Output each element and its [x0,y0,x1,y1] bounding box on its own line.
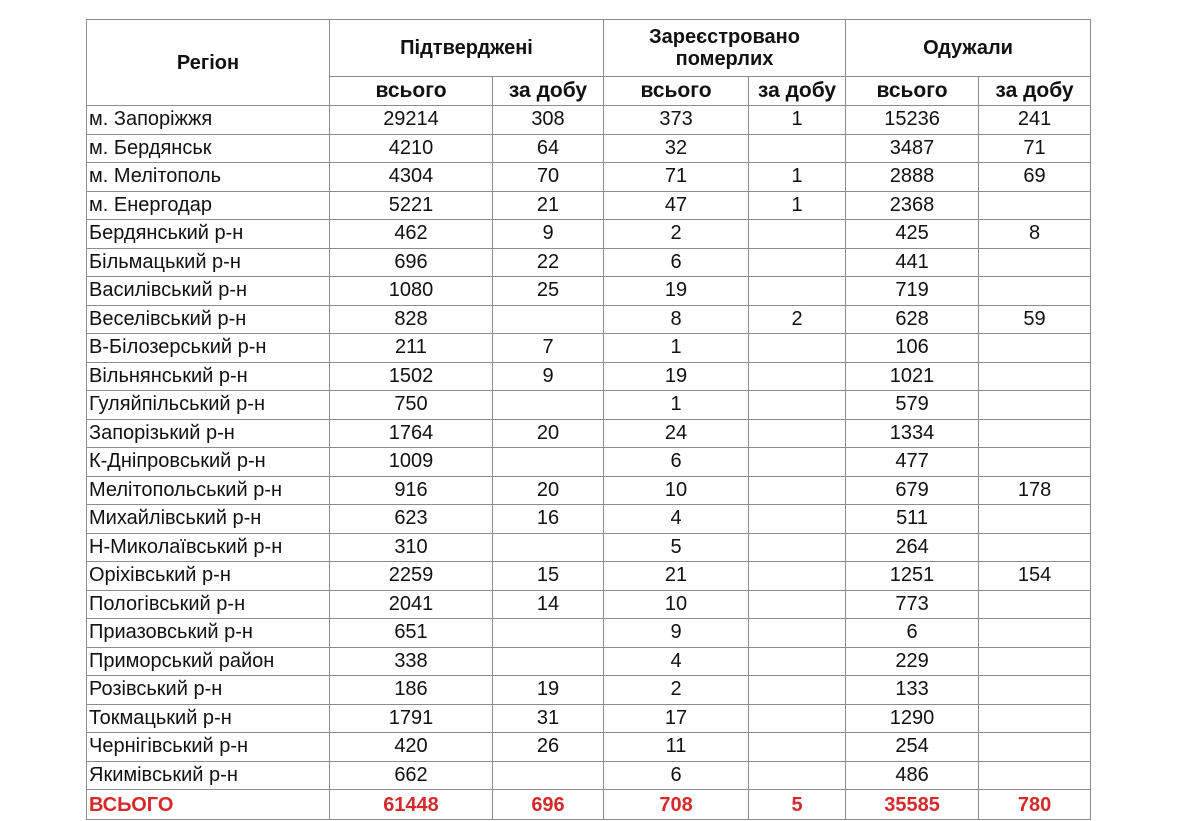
region-cell: К-Дніпровський р-н [87,448,330,477]
totals-recovered-per-day: 780 [979,790,1091,820]
deaths-total-cell: 19 [604,277,749,306]
confirmed-per-day-cell [493,305,604,334]
recovered-per-day-cell: 71 [979,134,1091,163]
confirmed-per-day-cell: 25 [493,277,604,306]
confirmed-total-cell: 2041 [330,590,493,619]
deaths-per-day-cell [749,248,846,277]
confirmed-per-day-cell: 21 [493,191,604,220]
deaths-total-cell: 19 [604,362,749,391]
deaths-per-day-cell [749,476,846,505]
confirmed-per-day-cell: 308 [493,106,604,135]
recovered-per-day-cell: 69 [979,163,1091,192]
confirmed-per-day-cell: 7 [493,334,604,363]
deaths-total-cell: 1 [604,391,749,420]
confirmed-total-cell: 310 [330,533,493,562]
totals-confirmed-per-day: 696 [493,790,604,820]
table-row [87,134,1091,163]
region-cell: м. Бердянськ [87,134,330,163]
recovered-total-cell: 719 [846,277,979,306]
deaths-total-cell: 6 [604,761,749,790]
recovered-total-cell: 486 [846,761,979,790]
recovered-total-cell: 15236 [846,106,979,135]
deaths-per-day-cell [749,761,846,790]
recovered-per-day-cell [979,277,1091,306]
header-region: Регіон [87,20,330,106]
recovered-total-cell: 579 [846,391,979,420]
recovered-per-day-cell [979,619,1091,648]
confirmed-total-cell: 1502 [330,362,493,391]
table-row [87,220,1091,249]
recovered-per-day-cell [979,248,1091,277]
recovered-total-cell: 1251 [846,562,979,591]
deaths-per-day-cell [749,562,846,591]
deaths-total-cell: 8 [604,305,749,334]
recovered-per-day-cell [979,191,1091,220]
deaths-total-cell: 2 [604,676,749,705]
header-deaths [604,20,846,77]
deaths-total-cell: 4 [604,505,749,534]
table-row [87,106,1091,135]
confirmed-total-cell: 651 [330,619,493,648]
recovered-total-cell: 511 [846,505,979,534]
confirmed-total-cell: 29214 [330,106,493,135]
header-deaths-total: всього [604,77,749,106]
deaths-total-cell: 6 [604,248,749,277]
confirmed-total-cell: 828 [330,305,493,334]
region-cell: Пологівський р-н [87,590,330,619]
table-row [87,647,1091,676]
totals-confirmed-total: 61448 [330,790,493,820]
recovered-per-day-cell: 154 [979,562,1091,591]
deaths-total-cell: 24 [604,419,749,448]
recovered-total-cell: 2888 [846,163,979,192]
recovered-total-cell: 106 [846,334,979,363]
region-cell: м. Енергодар [87,191,330,220]
confirmed-total-cell: 4304 [330,163,493,192]
recovered-total-cell: 1021 [846,362,979,391]
deaths-total-cell: 9 [604,619,749,648]
deaths-per-day-cell: 1 [749,106,846,135]
region-cell: м. Запоріжжя [87,106,330,135]
confirmed-per-day-cell: 14 [493,590,604,619]
confirmed-total-cell: 1080 [330,277,493,306]
deaths-per-day-cell [749,533,846,562]
table-row [87,305,1091,334]
deaths-per-day-cell [749,419,846,448]
confirmed-per-day-cell: 22 [493,248,604,277]
recovered-per-day-cell [979,704,1091,733]
deaths-per-day-cell [749,590,846,619]
recovered-per-day-cell [979,647,1091,676]
recovered-total-cell: 229 [846,647,979,676]
table-row [87,761,1091,790]
region-cell: Приазовський р-н [87,619,330,648]
confirmed-per-day-cell [493,448,604,477]
deaths-total-cell: 373 [604,106,749,135]
region-cell: Веселівський р-н [87,305,330,334]
deaths-total-cell: 10 [604,476,749,505]
table-row [87,448,1091,477]
table-row [87,476,1091,505]
recovered-per-day-cell [979,505,1091,534]
confirmed-total-cell: 750 [330,391,493,420]
deaths-total-cell: 2 [604,220,749,249]
confirmed-total-cell: 211 [330,334,493,363]
table-row [87,619,1091,648]
header-deaths-label: Зареєстровано померлих [649,26,800,70]
deaths-per-day-cell [749,277,846,306]
recovered-per-day-cell [979,419,1091,448]
recovered-total-cell: 254 [846,733,979,762]
confirmed-per-day-cell: 16 [493,505,604,534]
table-body [87,106,1091,790]
confirmed-total-cell: 916 [330,476,493,505]
table-row [87,277,1091,306]
recovered-per-day-cell [979,676,1091,705]
recovered-per-day-cell: 241 [979,106,1091,135]
deaths-total-cell: 21 [604,562,749,591]
deaths-per-day-cell [749,505,846,534]
recovered-total-cell: 441 [846,248,979,277]
recovered-per-day-cell [979,590,1091,619]
confirmed-per-day-cell [493,533,604,562]
deaths-total-cell: 17 [604,704,749,733]
table-row [87,334,1091,363]
confirmed-total-cell: 1764 [330,419,493,448]
recovered-total-cell: 477 [846,448,979,477]
confirmed-per-day-cell [493,619,604,648]
header-recovered-total: всього [846,77,979,106]
recovered-total-cell: 773 [846,590,979,619]
table-row [87,590,1091,619]
totals-deaths-per-day: 5 [749,790,846,820]
recovered-total-cell: 679 [846,476,979,505]
totals-row [87,790,1091,820]
deaths-total-cell: 1 [604,334,749,363]
table-row [87,191,1091,220]
table-row [87,163,1091,192]
deaths-total-cell: 5 [604,533,749,562]
confirmed-per-day-cell [493,391,604,420]
recovered-per-day-cell [979,733,1091,762]
deaths-per-day-cell [749,676,846,705]
recovered-total-cell: 264 [846,533,979,562]
recovered-per-day-cell: 59 [979,305,1091,334]
recovered-total-cell: 1290 [846,704,979,733]
table-row [87,419,1091,448]
region-cell: Василівський р-н [87,277,330,306]
header-confirmed-total: всього [330,77,493,106]
confirmed-per-day-cell [493,761,604,790]
table-row [87,562,1091,591]
confirmed-total-cell: 1009 [330,448,493,477]
deaths-per-day-cell [749,647,846,676]
confirmed-per-day-cell: 26 [493,733,604,762]
region-cell: Якимівський р-н [87,761,330,790]
region-cell: Гуляйпільський р-н [87,391,330,420]
recovered-per-day-cell [979,334,1091,363]
confirmed-per-day-cell [493,647,604,676]
deaths-total-cell: 4 [604,647,749,676]
header-deaths-per-day: за добу [749,77,846,106]
confirmed-total-cell: 462 [330,220,493,249]
deaths-per-day-cell [749,134,846,163]
table-row [87,733,1091,762]
confirmed-total-cell: 4210 [330,134,493,163]
region-cell: Вільнянський р-н [87,362,330,391]
confirmed-per-day-cell: 15 [493,562,604,591]
header-confirmed: Підтверджені [330,20,604,77]
recovered-per-day-cell [979,761,1091,790]
recovered-per-day-cell: 178 [979,476,1091,505]
confirmed-total-cell: 2259 [330,562,493,591]
table-row [87,248,1091,277]
confirmed-per-day-cell: 20 [493,476,604,505]
table-row [87,704,1091,733]
totals-recovered-total: 35585 [846,790,979,820]
region-cell: В-Білозерський р-н [87,334,330,363]
deaths-per-day-cell [749,362,846,391]
deaths-per-day-cell [749,704,846,733]
deaths-total-cell: 32 [604,134,749,163]
region-cell: Оріхівський р-н [87,562,330,591]
covid-stats-table [86,19,1091,820]
deaths-per-day-cell: 2 [749,305,846,334]
confirmed-per-day-cell: 19 [493,676,604,705]
deaths-per-day-cell: 1 [749,191,846,220]
totals-label: ВСЬОГО [87,790,330,820]
deaths-per-day-cell [749,334,846,363]
deaths-total-cell: 6 [604,448,749,477]
confirmed-per-day-cell: 20 [493,419,604,448]
deaths-total-cell: 10 [604,590,749,619]
confirmed-per-day-cell: 31 [493,704,604,733]
recovered-per-day-cell [979,391,1091,420]
table-row [87,533,1091,562]
region-cell: м. Мелітополь [87,163,330,192]
region-cell: Чернігівський р-н [87,733,330,762]
deaths-total-cell: 11 [604,733,749,762]
recovered-per-day-cell [979,362,1091,391]
confirmed-total-cell: 623 [330,505,493,534]
region-cell: Токмацький р-н [87,704,330,733]
totals-deaths-total: 708 [604,790,749,820]
table-row [87,391,1091,420]
recovered-total-cell: 133 [846,676,979,705]
region-cell: Михайлівський р-н [87,505,330,534]
deaths-per-day-cell: 1 [749,163,846,192]
recovered-per-day-cell [979,448,1091,477]
table-row [87,676,1091,705]
table-row [87,505,1091,534]
confirmed-per-day-cell: 9 [493,362,604,391]
confirmed-per-day-cell: 70 [493,163,604,192]
deaths-total-cell: 47 [604,191,749,220]
region-cell: Н-Миколаївський р-н [87,533,330,562]
deaths-per-day-cell [749,619,846,648]
deaths-per-day-cell [749,733,846,762]
recovered-total-cell: 1334 [846,419,979,448]
recovered-total-cell: 6 [846,619,979,648]
deaths-per-day-cell [749,391,846,420]
region-cell: Запорізький р-н [87,419,330,448]
confirmed-total-cell: 696 [330,248,493,277]
confirmed-total-cell: 338 [330,647,493,676]
region-cell: Бердянський р-н [87,220,330,249]
recovered-total-cell: 425 [846,220,979,249]
deaths-total-cell: 71 [604,163,749,192]
deaths-per-day-cell [749,220,846,249]
confirmed-per-day-cell: 9 [493,220,604,249]
deaths-per-day-cell [749,448,846,477]
recovered-total-cell: 3487 [846,134,979,163]
recovered-total-cell: 628 [846,305,979,334]
region-cell: Розівський р-н [87,676,330,705]
region-cell: Мелітопольський р-н [87,476,330,505]
header-recovered-per-day: за добу [979,77,1091,106]
recovered-per-day-cell [979,533,1091,562]
header-recovered: Одужали [846,20,1091,77]
recovered-total-cell: 2368 [846,191,979,220]
region-cell: Приморський район [87,647,330,676]
confirmed-per-day-cell: 64 [493,134,604,163]
confirmed-total-cell: 662 [330,761,493,790]
confirmed-total-cell: 5221 [330,191,493,220]
header-confirmed-per-day: за добу [493,77,604,106]
region-cell: Більмацький р-н [87,248,330,277]
confirmed-total-cell: 1791 [330,704,493,733]
confirmed-total-cell: 420 [330,733,493,762]
recovered-per-day-cell: 8 [979,220,1091,249]
table-row [87,362,1091,391]
confirmed-total-cell: 186 [330,676,493,705]
